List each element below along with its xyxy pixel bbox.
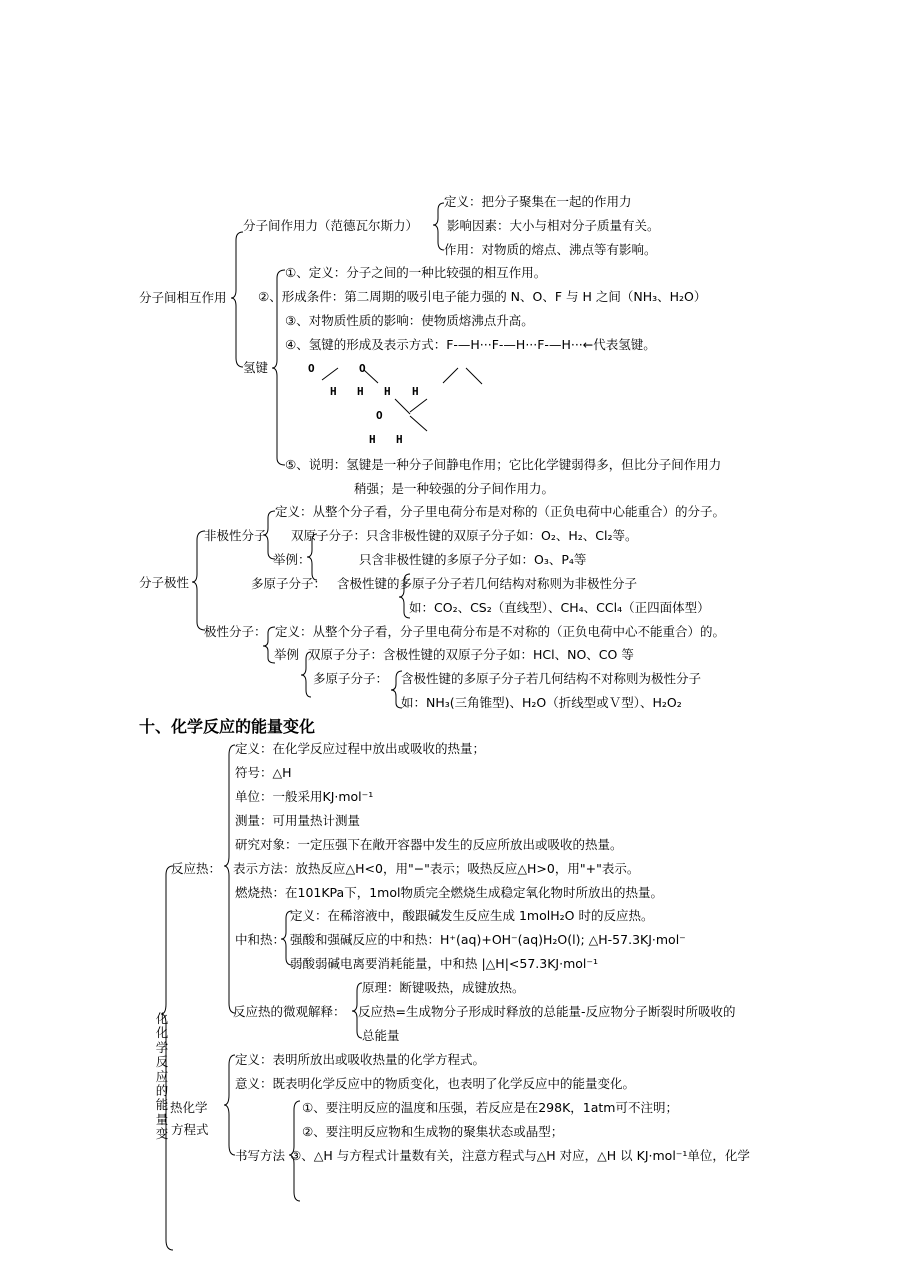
nonpolar-definition: 定义：从整个分子看，分子里电荷分布是对称的（正负电荷中心能重合）的分子。 bbox=[275, 504, 726, 519]
heat-unit: 单位：一般采用KJ·mol⁻¹ bbox=[235, 789, 374, 804]
polar-diatomic: 双原子分子：含极性键的双原子分子如：HCl、NO、CO 等 bbox=[308, 647, 634, 662]
neutral-strong: 强酸和强碱反应的中和热：H⁺(aq)+OH⁻(aq)H₂O(l); △H-57.3KJ·mol⁻ bbox=[290, 932, 686, 947]
neutral-heat-label: 中和热： bbox=[235, 932, 286, 947]
writing-rule-2: ②、要注明反应物和生成物的聚集状态或晶型； bbox=[302, 1124, 564, 1139]
polar-definition: 定义：从整个分子看，分子里电荷分布是不对称的（正负电荷中心不能重合）的。 bbox=[275, 624, 726, 639]
polar-poly-example: 如：NH₃(三角锥型)、H₂O（折线型或Ｖ型）、H₂O₂ bbox=[401, 695, 682, 710]
hbond-atom: H bbox=[384, 385, 391, 398]
polar-example-label: 举例 bbox=[274, 647, 300, 662]
polar-poly-label: 多原子分子： bbox=[313, 671, 389, 686]
hbond-atom: O bbox=[376, 409, 383, 422]
hbond-item-5b: 稍强；是一种较强的分子间作用力。 bbox=[354, 481, 555, 496]
micro-label: 反应热的微观解释： bbox=[233, 1004, 346, 1019]
vdw-factor: 影响因素：大小与相对分子质量有关。 bbox=[447, 218, 660, 233]
hbond-item-1: ①、定义：分子之间的一种比较强的相互作用。 bbox=[285, 265, 547, 280]
heat-measure: 测量：可用量热计测量 bbox=[235, 813, 361, 828]
thermo-eq-definition: 定义：表明所放出或吸收热量的化学方程式。 bbox=[235, 1052, 486, 1067]
vdw-label: 分子间作用力（范德瓦尔斯力） bbox=[243, 218, 419, 233]
nonpolar-poly-example: 如：CO₂、CS₂（直线型）、CH₄、CCl₄（正四面体型） bbox=[409, 600, 710, 615]
hbond-item-3: ③、对物质性质的影响：使物质熔沸点升高。 bbox=[285, 313, 534, 328]
polar-label: 极性分子： bbox=[204, 624, 267, 639]
writing-rule-1: ①、要注明反应的温度和压强，若反应是在298K，1atm可不注明； bbox=[302, 1100, 678, 1115]
hbond-atom: O bbox=[308, 362, 315, 375]
hbond-atom: H bbox=[396, 433, 403, 446]
polarity-root-label: 分子极性 bbox=[139, 575, 190, 590]
nonpolar-poly-nonpolar: 只含非极性键的多原子分子如：O₃、P₄等 bbox=[359, 552, 587, 567]
heat-symbol: 符号：△H bbox=[235, 765, 292, 780]
polar-poly: 含极性键的多原子分子若几何结构不对称则为极性分子 bbox=[401, 671, 702, 686]
thermo-eq-label: 方程式 bbox=[171, 1122, 209, 1137]
hbond-item-4: ④、氢键的形成及表示方式：F-—H···F-—H···F-—H···←代表氢键。 bbox=[285, 337, 656, 352]
hbond-atom: O bbox=[359, 362, 366, 375]
heat-object: 研究对象：一定压强下在敞开容器中发生的反应所放出或吸收的热量。 bbox=[235, 837, 623, 852]
vdw-definition: 定义：把分子聚集在一起的作用力 bbox=[444, 194, 632, 209]
intermol-root-label: 分子间相互作用 bbox=[139, 290, 227, 305]
neutral-weak: 弱酸弱碱电离要消耗能量，中和热 |△H|<57.3KJ·mol⁻¹ bbox=[290, 956, 598, 971]
hbond-item-2: ②、形成条件：第二周期的吸引电子能力强的 N、O、F 与 H 之间（NH₃、H₂O） bbox=[258, 289, 707, 304]
writing-method-label: 书写方法 bbox=[235, 1148, 286, 1163]
vdw-effect: 作用：对物质的熔点、沸点等有影响。 bbox=[444, 242, 657, 257]
micro-explain-a: 反应热=生成物分子形成时释放的总能量-反应物分子断裂时所吸收的 bbox=[358, 1004, 736, 1019]
neutral-definition: 定义：在稀溶液中，酸跟碱发生反应生成 1molH₂O 时的反应热。 bbox=[290, 908, 654, 923]
nonpolar-example-label: 举例： bbox=[273, 552, 311, 567]
thermo-eq-label: 热化学 bbox=[170, 1100, 208, 1115]
micro-principle: 原理：断键吸热，成键放热。 bbox=[362, 980, 525, 995]
energy-root-vertical-label: 化化学反应的能量变 bbox=[155, 1011, 169, 1142]
hbond-atom: H bbox=[412, 385, 419, 398]
hbond-label: 氢键 bbox=[243, 360, 269, 375]
hbond-atom: H bbox=[357, 385, 364, 398]
hbond-item-5a: ⑤、说明：氢键是一种分子间静电作用；它比化学键弱得多，但比分子间作用力 bbox=[285, 457, 722, 472]
nonpolar-poly-polar: 含极性键的多原子分子若几何结构对称则为非极性分子 bbox=[337, 576, 638, 591]
micro-explain-b: 总能量 bbox=[362, 1028, 400, 1043]
hbond-atom: H bbox=[369, 433, 376, 446]
heat-label: 反应热： bbox=[171, 861, 222, 876]
nonpolar-diatomic: 双原子分子：只含非极性键的双原子分子如：O₂、H₂、Cl₂等。 bbox=[291, 528, 638, 543]
heat-combustion: 燃烧热：在101KPa下，1mol物质完全燃烧生成稳定氧化物时所放出的热量。 bbox=[235, 885, 663, 900]
nonpolar-label: 非极性分子 bbox=[204, 528, 267, 543]
section-title: 十、化学反应的能量变化 bbox=[139, 717, 316, 736]
hbond-atom: H bbox=[330, 385, 337, 398]
nonpolar-poly-label: 多原子分子： bbox=[251, 576, 327, 591]
heat-definition: 定义：在化学反应过程中放出或吸收的热量； bbox=[235, 741, 486, 756]
thermo-eq-meaning: 意义：既表明化学反应中的物质变化，也表明了化学反应中的能量变化。 bbox=[235, 1076, 636, 1091]
writing-rule-3: ③、△H 与方程式计量数有关，注意方程式与△H 对应，△H 以 KJ·mol⁻¹单位，化学 bbox=[290, 1148, 750, 1163]
heat-express: 表示方法：放热反应△H<0，用"−"表示；吸热反应△H>0，用"+"表示。 bbox=[233, 861, 640, 876]
